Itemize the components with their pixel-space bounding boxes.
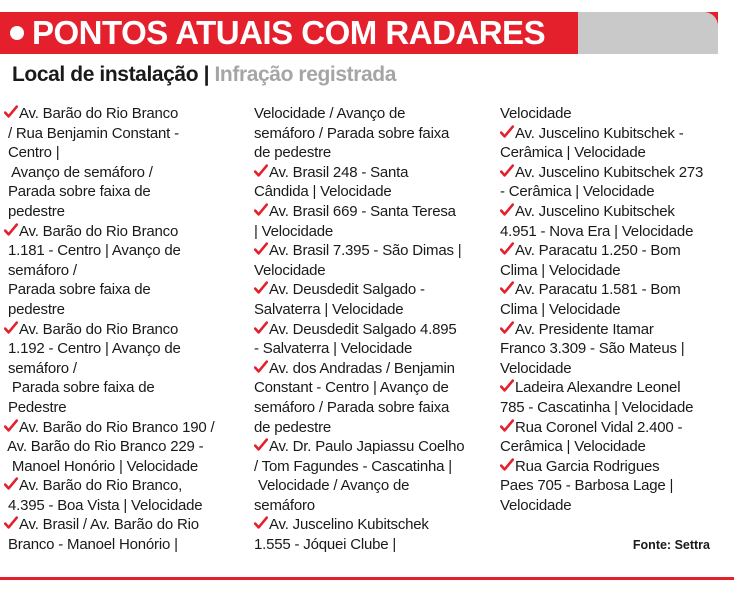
check-icon xyxy=(254,203,268,217)
entry-line xyxy=(500,280,736,300)
entry-line xyxy=(254,398,492,418)
entry-text: Cerâmica | Velocidade xyxy=(500,144,646,162)
check-icon xyxy=(500,458,514,472)
entry-line xyxy=(254,496,492,516)
entry-line xyxy=(500,339,736,359)
entry-text: Velocidade xyxy=(500,359,572,377)
check-icon xyxy=(500,281,514,295)
entry-text: Cândida | Velocidade xyxy=(254,183,392,201)
entry-text: / Rua Benjamin Constant - xyxy=(4,124,179,142)
entry-text: Manoel Honório | Velocidade xyxy=(4,457,199,475)
entry-text: Constant - Centro | Avanço de xyxy=(254,379,449,397)
entry-text: de pedestre xyxy=(254,144,332,162)
list-item xyxy=(254,359,492,437)
check-icon xyxy=(254,242,268,256)
entry-text: Av. Barão do Rio Branco xyxy=(19,222,179,240)
entry-line xyxy=(254,261,492,281)
entry-line xyxy=(500,143,736,163)
entry-line xyxy=(254,300,492,320)
entry-line xyxy=(254,163,492,183)
entry-text: Av. Paracatu 1.250 - Bom xyxy=(515,242,681,260)
entry-text: - Cerâmica | Velocidade xyxy=(500,183,655,201)
entry-text: semáforo xyxy=(254,496,315,514)
list-item xyxy=(500,163,736,202)
list-item xyxy=(254,280,492,319)
list-item xyxy=(4,222,240,320)
check-icon xyxy=(254,360,268,374)
list-item xyxy=(254,241,492,280)
list-item xyxy=(500,418,736,457)
entry-text: Av. Barão do Rio Branco 190 / xyxy=(19,418,215,436)
entry-line xyxy=(254,339,492,359)
entry-line xyxy=(254,202,492,222)
check-icon xyxy=(4,516,18,530)
entry-text: Pedestre xyxy=(4,398,67,416)
entry-text: Av. Paracatu 1.581 - Bom xyxy=(515,281,681,299)
entry-line xyxy=(254,535,492,555)
entry-line xyxy=(4,241,240,261)
entry-line xyxy=(4,457,240,477)
entry-text: Clima | Velocidade xyxy=(500,261,621,279)
list-item xyxy=(500,378,736,417)
entry-text: Rua Coronel Vidal 2.400 - xyxy=(515,418,683,436)
entry-text: Av. Brasil 7.395 - São Dimas | xyxy=(269,242,462,260)
source-note: Fonte: Settra xyxy=(632,538,710,552)
entry-line xyxy=(254,124,492,144)
entry-line xyxy=(4,496,240,516)
list-item xyxy=(254,320,492,359)
entry-line xyxy=(4,320,240,340)
entry-line xyxy=(4,378,240,398)
entry-text: pedestre xyxy=(4,202,65,220)
list-item xyxy=(254,163,492,202)
entry-text: Parada sobre faixa de xyxy=(4,281,151,299)
entry-text: Velocidade xyxy=(254,261,326,279)
entry-text: 4.395 - Boa Vista | Velocidade xyxy=(4,496,203,514)
check-icon xyxy=(254,438,268,452)
entry-line xyxy=(500,163,736,183)
entry-text: Ladeira Alexandre Leonel xyxy=(515,379,681,397)
list-item xyxy=(4,476,240,515)
entry-text: 4.951 - Nova Era | Velocidade xyxy=(500,222,694,240)
check-icon xyxy=(4,105,18,119)
entry-line xyxy=(500,437,736,457)
list-item xyxy=(500,104,736,124)
entry-text: Av. Barão do Rio Branco xyxy=(19,320,179,338)
entry-text: Av. Brasil / Av. Barão do Rio xyxy=(19,516,199,534)
entry-text: Av. Barão do Rio Branco xyxy=(19,105,179,122)
entry-line xyxy=(4,143,240,163)
entry-text: de pedestre xyxy=(254,418,332,436)
entry-line xyxy=(4,124,240,144)
entry-line xyxy=(4,418,240,438)
entry-text: pedestre xyxy=(4,300,65,318)
entry-text: semáforo / xyxy=(4,261,77,279)
check-icon xyxy=(254,164,268,178)
entry-line xyxy=(4,222,240,242)
entry-line xyxy=(500,496,736,516)
entry-text: Branco - Manoel Honório | xyxy=(4,536,178,554)
list-item xyxy=(500,280,736,319)
subtitle-location: Local de instalação xyxy=(12,63,199,86)
entry-line xyxy=(4,261,240,281)
entry-line xyxy=(500,261,736,281)
entry-line xyxy=(254,143,492,163)
entry-text: semáforo / Parada sobre faixa xyxy=(254,124,450,142)
entry-line xyxy=(4,476,240,496)
check-icon xyxy=(254,321,268,335)
entry-line xyxy=(500,202,736,222)
entry-text: Franco 3.309 - São Mateus | xyxy=(500,340,685,358)
entry-line xyxy=(4,437,240,457)
page-title: PONTOS ATUAIS COM RADARES xyxy=(32,14,546,51)
check-icon xyxy=(4,419,18,433)
entry-text: Av. Brasil 248 - Santa xyxy=(269,163,409,181)
entry-text: 1.181 - Centro | Avanço de xyxy=(4,242,181,260)
entry-line xyxy=(500,398,736,418)
entry-line xyxy=(254,182,492,202)
entry-text: Salvaterra | Velocidade xyxy=(254,300,404,318)
list-item xyxy=(500,202,736,241)
entry-text: Av. Barão do Rio Branco, xyxy=(19,477,183,495)
check-icon xyxy=(4,321,18,335)
entry-text: Av. Juscelino Kubitschek xyxy=(269,516,429,534)
list-item xyxy=(254,202,492,241)
entry-text: | Velocidade xyxy=(254,222,334,240)
entry-text: Av. dos Andradas / Benjamin xyxy=(269,359,455,377)
entry-text: Av. Dr. Paulo Japiassu Coelho xyxy=(269,438,465,456)
entry-line xyxy=(500,476,736,496)
entry-text: - Salvaterra | Velocidade xyxy=(254,340,413,358)
entry-line xyxy=(500,359,736,379)
entry-text: Av. Presidente Itamar xyxy=(515,320,654,338)
entry-text: Velocidade / Avanço de xyxy=(254,105,406,122)
check-icon xyxy=(254,516,268,530)
entry-line xyxy=(254,320,492,340)
check-icon xyxy=(500,419,514,433)
entry-text: Avanço de semáforo / xyxy=(4,163,153,181)
check-icon xyxy=(254,281,268,295)
list-item xyxy=(500,457,736,516)
entry-text: Velocidade xyxy=(500,496,572,514)
list-item xyxy=(500,320,736,379)
list-item xyxy=(254,104,492,163)
column-3 xyxy=(500,104,736,515)
check-icon xyxy=(500,379,514,393)
entry-line xyxy=(4,202,240,222)
entry-line xyxy=(254,359,492,379)
entry-text: Parada sobre faixa de xyxy=(4,379,155,397)
check-icon xyxy=(500,164,514,178)
entry-text: Av. Juscelino Kubitschek 273 xyxy=(515,163,704,181)
entry-line xyxy=(254,476,492,496)
check-icon xyxy=(500,203,514,217)
entry-text: Paes 705 - Barbosa Lage | xyxy=(500,477,674,495)
subtitle xyxy=(12,63,396,87)
entry-line xyxy=(4,300,240,320)
entry-text: Av. Juscelino Kubitschek - xyxy=(515,124,684,142)
entry-text: Centro | xyxy=(4,144,60,162)
entry-line xyxy=(500,418,736,438)
entry-text: 1.192 - Centro | Avanço de xyxy=(4,340,181,358)
list-item xyxy=(254,515,492,554)
entry-line xyxy=(500,222,736,242)
list-item xyxy=(500,241,736,280)
entry-line xyxy=(4,398,240,418)
list-item xyxy=(254,437,492,515)
entry-line xyxy=(4,515,240,535)
entry-text: semáforo / Parada sobre faixa xyxy=(254,398,450,416)
entry-line xyxy=(500,320,736,340)
entry-line xyxy=(500,378,736,398)
entry-line xyxy=(500,241,736,261)
bullet-dot-icon xyxy=(10,26,24,40)
entry-text: Rua Garcia Rodrigues xyxy=(515,457,660,475)
list-item xyxy=(4,104,240,222)
entry-line xyxy=(4,104,240,124)
check-icon xyxy=(500,125,514,139)
entry-line xyxy=(4,163,240,183)
entry-text: semáforo / xyxy=(4,359,77,377)
entry-line xyxy=(254,437,492,457)
subtitle-separator: | xyxy=(198,63,215,86)
check-icon xyxy=(500,321,514,335)
list-item xyxy=(500,124,736,163)
column-2 xyxy=(254,104,492,555)
list-item xyxy=(4,418,240,477)
entry-line xyxy=(254,457,492,477)
entry-line xyxy=(500,457,736,477)
entry-line xyxy=(254,378,492,398)
entry-line xyxy=(4,182,240,202)
list-item xyxy=(4,515,240,554)
entry-line xyxy=(500,104,736,124)
entry-line xyxy=(500,124,736,144)
entry-line xyxy=(4,339,240,359)
entry-line xyxy=(4,280,240,300)
entry-line xyxy=(254,104,492,124)
entry-line xyxy=(254,280,492,300)
subtitle-infraction: Infração registrada xyxy=(214,63,396,86)
entry-line xyxy=(254,418,492,438)
entry-text: Av. Juscelino Kubitschek xyxy=(515,202,675,220)
entry-text: Parada sobre faixa de xyxy=(4,183,151,201)
entry-line xyxy=(500,300,736,320)
entry-line xyxy=(254,222,492,242)
check-icon xyxy=(500,242,514,256)
entry-text: / Tom Fagundes - Cascatinha | xyxy=(254,457,452,475)
entry-text: 785 - Cascatinha | Velocidade xyxy=(500,398,694,416)
entry-text: Velocidade / Avanço de xyxy=(254,477,410,495)
entry-line xyxy=(4,535,240,555)
column-1 xyxy=(4,104,240,555)
entry-text: Cerâmica | Velocidade xyxy=(500,438,646,456)
entry-line xyxy=(4,359,240,379)
entry-line xyxy=(254,241,492,261)
entry-text: Av. Deusdedit Salgado 4.895 xyxy=(269,320,457,338)
entry-text: Av. Brasil 669 - Santa Teresa xyxy=(269,202,456,220)
bottom-rule xyxy=(0,577,734,580)
check-icon xyxy=(4,223,18,237)
entry-text: Av. Barão do Rio Branco 229 - xyxy=(4,438,204,456)
list-item xyxy=(4,320,240,418)
title-banner-accent xyxy=(578,12,718,54)
entry-text: Av. Deusdedit Salgado - xyxy=(269,281,425,299)
entry-line xyxy=(254,515,492,535)
entry-text: 1.555 - Jóquei Clube | xyxy=(254,536,397,554)
entry-line xyxy=(500,182,736,202)
entry-text: Clima | Velocidade xyxy=(500,300,621,318)
check-icon xyxy=(4,477,18,491)
entry-text: Velocidade xyxy=(500,105,572,122)
